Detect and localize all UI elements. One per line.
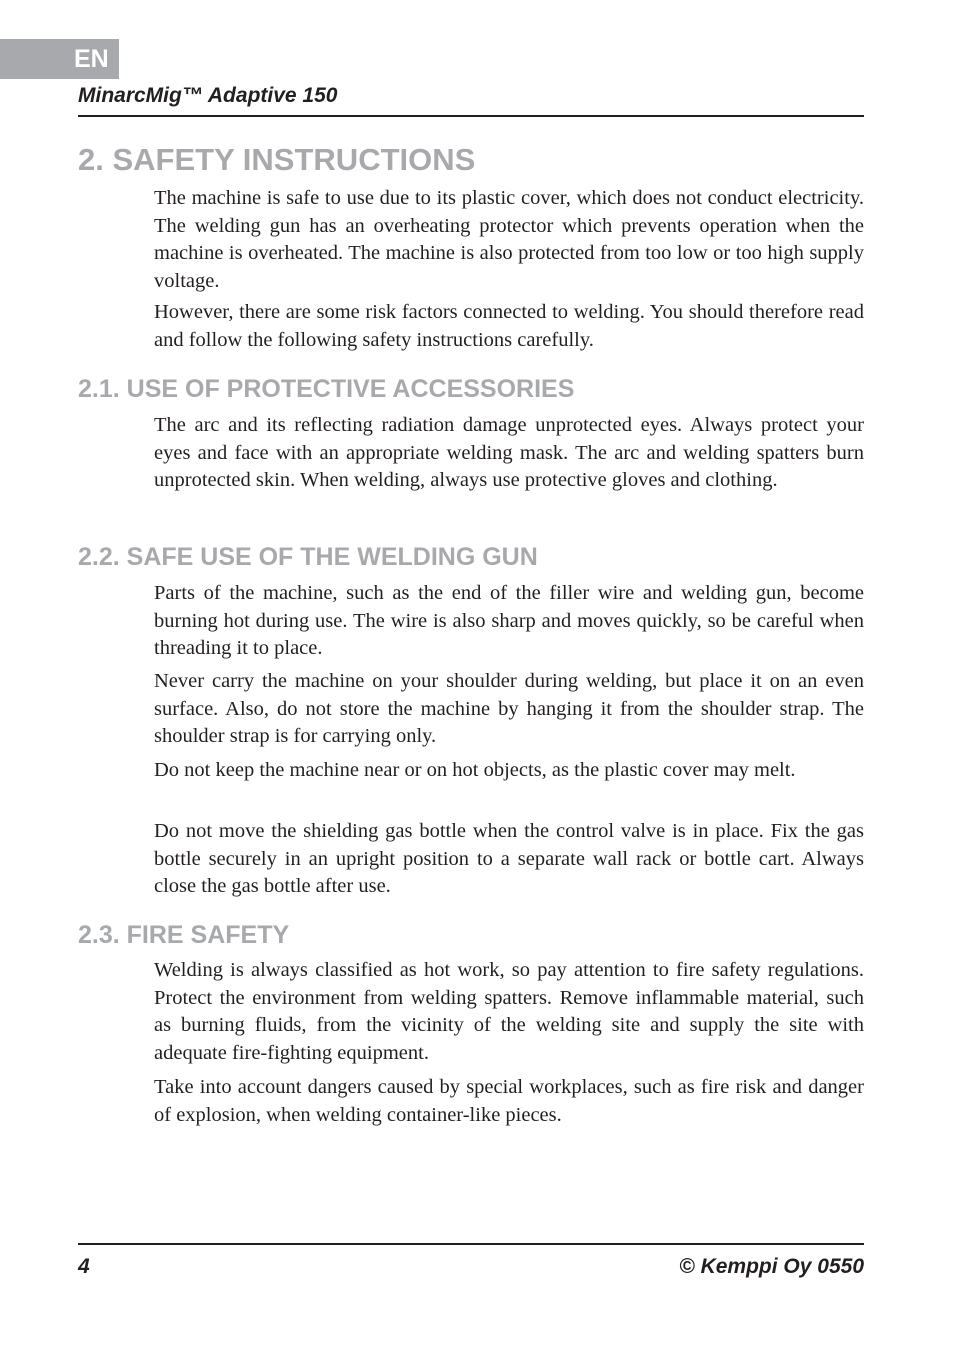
section-heading-fire-safety: 2.3. FIRE SAFETY (78, 921, 290, 949)
product-name: MinarcMig™ Adaptive 150 (78, 84, 338, 107)
protective-accessories-paragraph-1: The arc and its reflecting radiation damage unprotected eyes. Always protect your eyes and face with an appropriate welding mask. The arc and welding spatters burn unprotected skin. When welding, always use protective gloves and clothing. (154, 414, 864, 491)
welding-gun-paragraph-4: Do not move the shielding gas bottle when the control valve is in place. Fix the gas bottle securely in an upright position to a separate wall rack or bottle cart. Always close the gas bottle after use. (154, 820, 864, 897)
intro-paragraph-1: The machine is safe to use due to its plastic cover, which does not conduct electricity. The welding gun has an overheating protector which prevents operation when the machine is overheated. The machine is also protected from too low or too high supply voltage. (154, 187, 864, 292)
welding-gun-paragraph-2: Never carry the machine on your shoulder during welding, but place it on an even surface. Also, do not store the machine by hanging it from the shoulder strap. The shoulder strap is for carrying only. (154, 670, 864, 747)
page-title: 2. SAFETY INSTRUCTIONS (78, 142, 476, 177)
section-heading-protective-accessories: 2.1. USE OF PROTECTIVE ACCESSORIES (78, 375, 575, 403)
language-label: EN (74, 45, 109, 73)
page-number: 4 (78, 1255, 90, 1278)
language-tab (0, 39, 119, 79)
section-heading-welding-gun: 2.2. SAFE USE OF THE WELDING GUN (78, 543, 538, 571)
intro-paragraph-2: However, there are some risk factors connected to welding. You should therefore read and follow the following safety instructions carefully. (154, 301, 864, 351)
welding-gun-paragraph-3: Do not keep the machine near or on hot objects, as the plastic cover may melt. (154, 759, 796, 781)
copyright-notice: © Kemppi Oy 0550 (679, 1255, 864, 1278)
header-divider (78, 115, 864, 117)
welding-gun-paragraph-1: Parts of the machine, such as the end of the filler wire and welding gun, become burning hot during use. The wire is also sharp and moves quickly, so be careful when threading it to place. (154, 582, 864, 659)
fire-safety-paragraph-2: Take into account dangers caused by special workplaces, such as fire risk and danger of explosion, when welding container-like pieces. (154, 1076, 864, 1126)
fire-safety-paragraph-1: Welding is always classified as hot work, so pay attention to fire safety regulations. Protect the environment from welding spatters. Remove inflammable material, such as burning fluids, from the vicinity of the welding site and supply the site with adequate fire-fighting equipment. (154, 959, 864, 1064)
footer-divider (78, 1243, 864, 1245)
